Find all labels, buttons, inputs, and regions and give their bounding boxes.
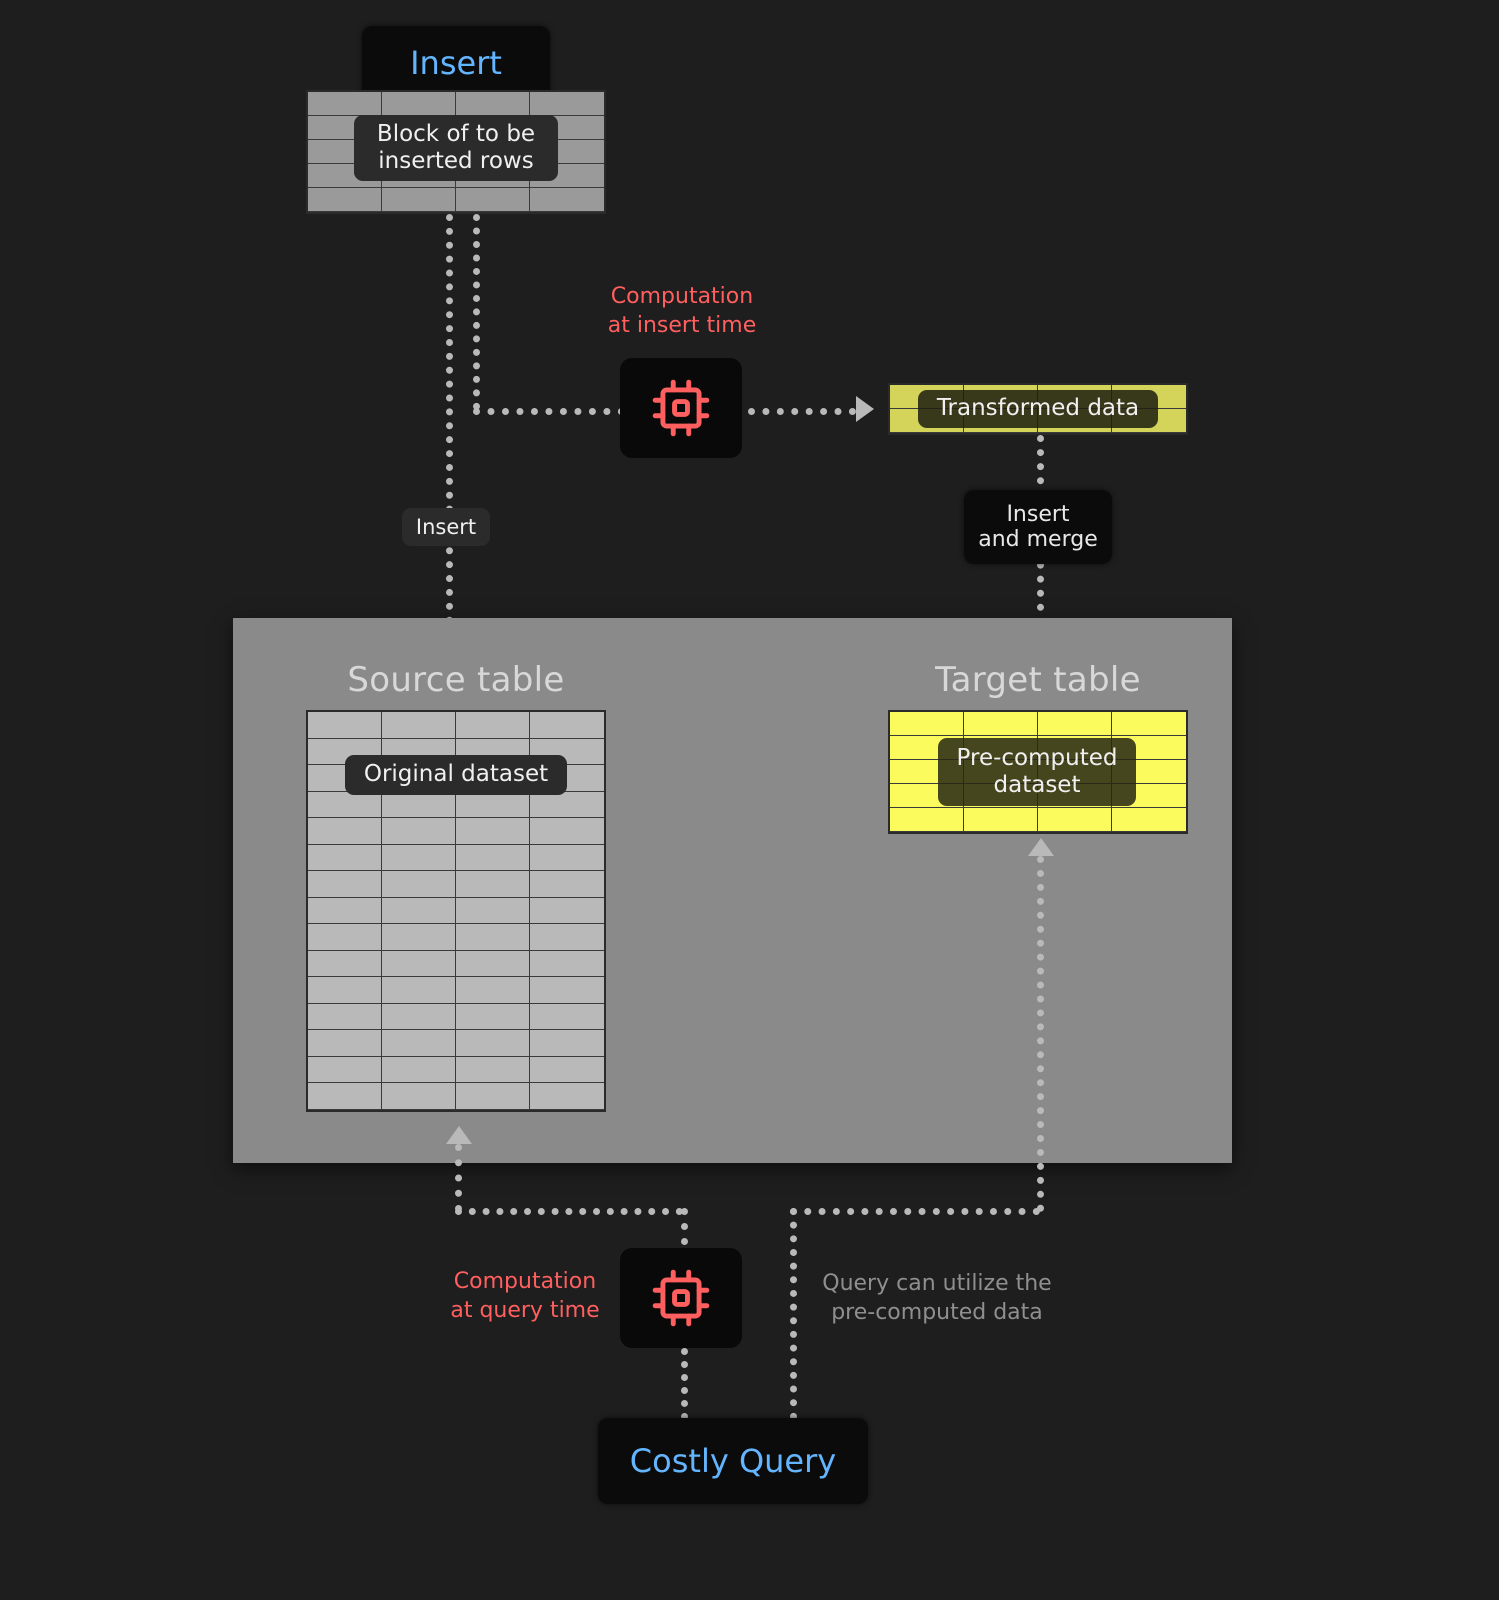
table-cell <box>456 1057 530 1084</box>
connector-cpu-to-costly-query <box>681 1348 688 1420</box>
table-cell <box>456 871 530 898</box>
table-cell <box>382 1030 456 1057</box>
table-cell <box>382 1004 456 1031</box>
table-cell <box>456 712 530 739</box>
table-cell <box>530 1030 604 1057</box>
table-cell <box>308 1030 382 1057</box>
insert-button[interactable] <box>362 26 550 100</box>
table-cell <box>456 951 530 978</box>
table-cell <box>382 818 456 845</box>
query-utilize-line2: pre-computed data <box>831 1299 1043 1325</box>
table-cell <box>530 1057 604 1084</box>
table-cell <box>308 845 382 872</box>
transformed-data-label-text: Transformed data <box>936 395 1140 422</box>
table-cell <box>308 871 382 898</box>
table-cell <box>308 924 382 951</box>
table-cell <box>382 1057 456 1084</box>
table-cell <box>530 924 604 951</box>
table-cell <box>308 1057 382 1084</box>
table-cell <box>382 871 456 898</box>
connector-target-query-down <box>790 1208 797 1420</box>
computation-query-line2: at query time <box>450 1297 600 1323</box>
table-cell <box>964 712 1038 736</box>
computation-insert-line1: Computation <box>610 284 754 309</box>
connector-block-to-cpu-h <box>473 408 625 415</box>
table-cell <box>308 712 382 739</box>
table-cell <box>530 792 604 819</box>
cpu-insert-icon-box <box>620 358 742 458</box>
connector-query-to-source-h <box>455 1208 683 1215</box>
table-cell <box>456 924 530 951</box>
insert-and-merge-line1: Insert <box>1006 502 1070 527</box>
table-cell <box>530 977 604 1004</box>
table-cell <box>530 188 604 212</box>
table-cell <box>308 1004 382 1031</box>
table-cell <box>382 924 456 951</box>
table-cell <box>890 712 964 736</box>
table-cell <box>308 792 382 819</box>
table-cell <box>964 808 1038 832</box>
table-cell <box>308 951 382 978</box>
table-cell <box>456 188 530 212</box>
table-cell <box>456 92 530 116</box>
table-cell <box>530 1083 604 1110</box>
block-rows-label-line2: inserted rows <box>378 148 534 174</box>
computation-query-time-label <box>440 1268 610 1325</box>
table-cell <box>382 951 456 978</box>
costly-query-button[interactable] <box>598 1418 868 1504</box>
query-utilize-note <box>812 1270 1062 1327</box>
source-table-title-text: Source table <box>347 660 565 700</box>
table-cell <box>382 188 456 212</box>
table-cell <box>308 977 382 1004</box>
table-cell <box>530 871 604 898</box>
target-table-title-text: Target table <box>935 660 1141 700</box>
connector-query-to-target-h <box>790 1208 1040 1215</box>
table-cell <box>382 792 456 819</box>
insert-edge-label <box>402 508 490 546</box>
table-cell <box>530 898 604 925</box>
table-cell <box>382 712 456 739</box>
connector-query-to-target-v <box>1037 856 1044 1212</box>
computation-insert-line2: at insert time <box>607 312 757 338</box>
table-cell <box>308 898 382 925</box>
table-cell <box>456 792 530 819</box>
table-cell <box>308 1083 382 1110</box>
table-cell <box>530 951 604 978</box>
table-cell <box>456 977 530 1004</box>
table-cell <box>382 1083 456 1110</box>
table-cell <box>456 898 530 925</box>
insert-and-merge-label <box>964 490 1112 564</box>
table-cell <box>308 818 382 845</box>
table-cell <box>1038 808 1112 832</box>
table-cell <box>530 712 604 739</box>
connector-cpu-to-transformed <box>748 408 856 415</box>
table-cell <box>456 845 530 872</box>
table-cell <box>382 92 456 116</box>
table-cell <box>308 92 382 116</box>
arrow-query-to-source <box>446 1126 472 1144</box>
precomputed-dataset-line2: dataset <box>993 772 1081 798</box>
connector-insert-to-source <box>446 214 453 624</box>
connector-query-to-source-v <box>455 1144 462 1212</box>
block-rows-label <box>354 115 558 181</box>
table-cell <box>382 898 456 925</box>
cpu-query-icon-box <box>620 1248 742 1348</box>
original-dataset-label <box>345 755 567 795</box>
table-cell <box>1038 712 1112 736</box>
table-cell <box>530 1004 604 1031</box>
table-cell <box>530 845 604 872</box>
table-cell <box>308 188 382 212</box>
table-cell <box>382 977 456 1004</box>
insert-edge-label-text: Insert <box>415 514 477 539</box>
arrow-query-to-target <box>1028 838 1054 856</box>
table-cell <box>456 818 530 845</box>
transformed-data-label <box>918 390 1158 428</box>
table-cell <box>456 1083 530 1110</box>
table-cell <box>1112 808 1186 832</box>
table-cell <box>456 1004 530 1031</box>
computation-insert-time-label <box>570 283 794 340</box>
cpu-chip-icon <box>650 1267 712 1329</box>
table-cell <box>530 818 604 845</box>
table-cell <box>382 845 456 872</box>
precomputed-dataset-line1: Pre-computed <box>956 744 1118 771</box>
costly-query-label: Costly Query <box>629 1442 837 1480</box>
cpu-chip-icon <box>650 377 712 439</box>
connector-block-to-cpu-v <box>473 214 480 410</box>
table-cell <box>530 92 604 116</box>
table-cell <box>1112 712 1186 736</box>
query-utilize-line1: Query can utilize the <box>822 1271 1052 1296</box>
insert-button-label: Insert <box>410 44 502 82</box>
insert-and-merge-line2: and merge <box>978 527 1098 552</box>
original-dataset-label-text: Original dataset <box>363 761 549 788</box>
arrow-cpu-to-transformed <box>856 396 874 422</box>
computation-query-line1: Computation <box>453 1269 597 1294</box>
precomputed-dataset-label <box>938 738 1136 806</box>
block-rows-label-line1: Block of to be <box>376 120 536 147</box>
table-cell <box>456 1030 530 1057</box>
table-cell <box>890 808 964 832</box>
source-table-title <box>306 660 606 700</box>
target-table-title <box>888 660 1188 700</box>
